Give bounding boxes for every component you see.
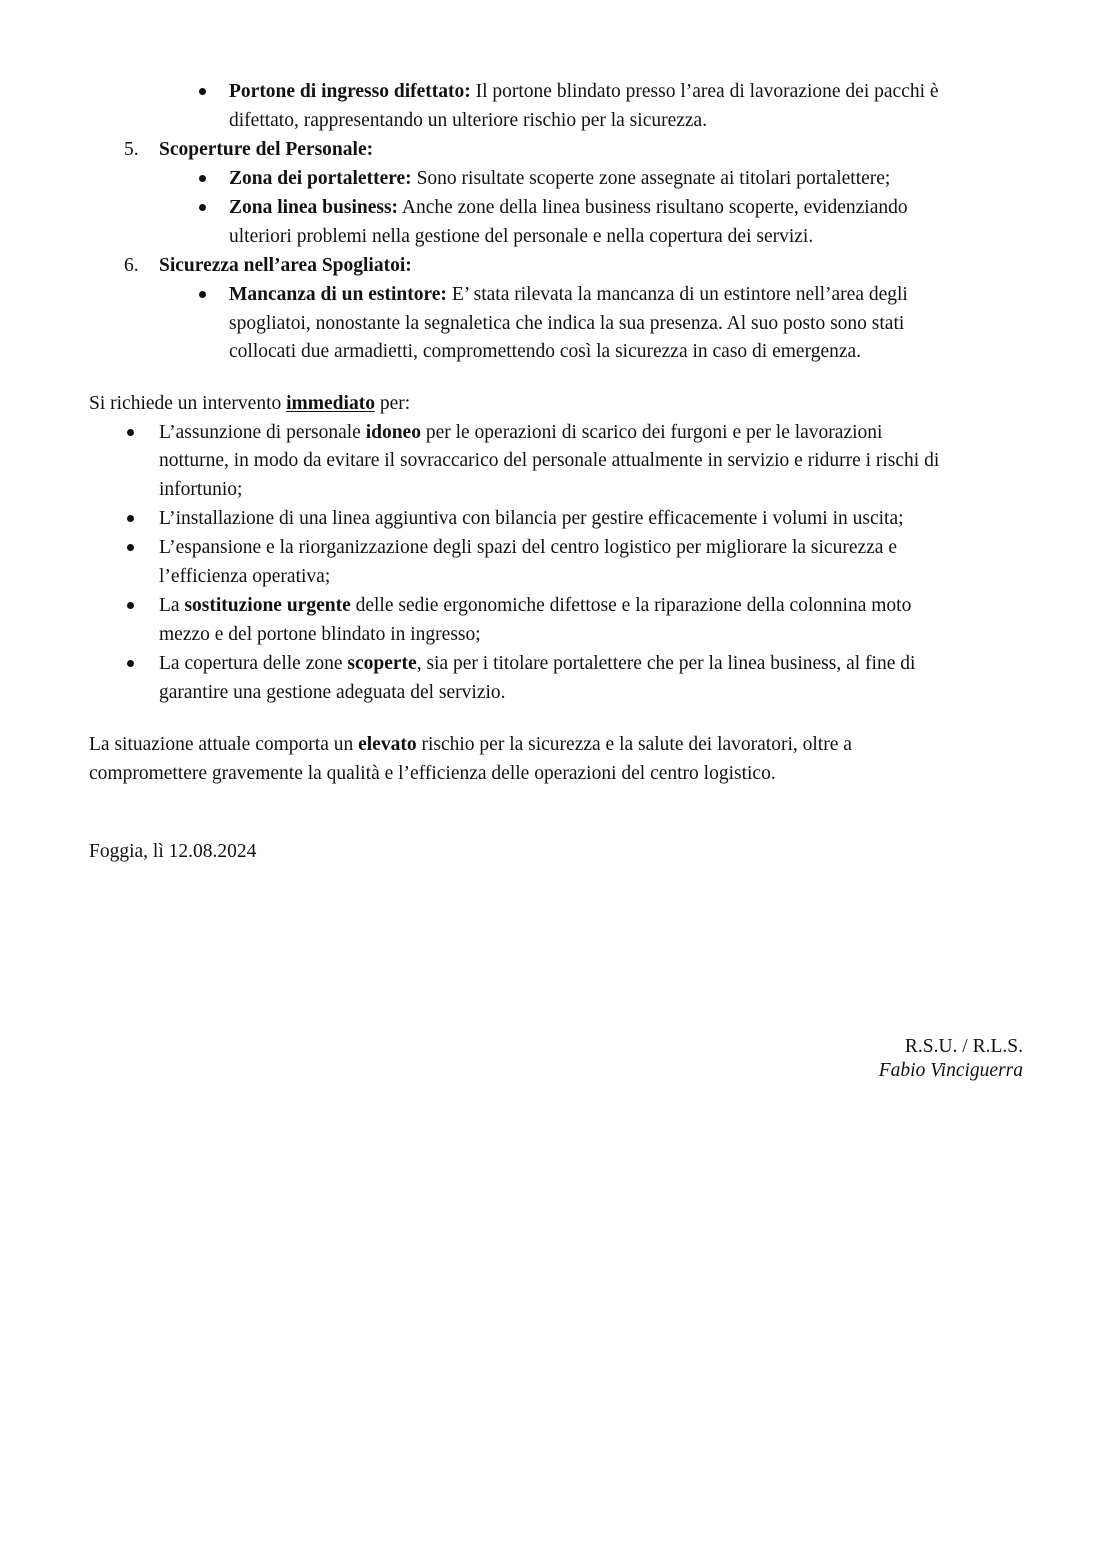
bullet-icon (127, 602, 134, 609)
item-portone-line2: difettato, rappresentando un ulteriore rischio per la sicurezza. (229, 110, 708, 131)
request-intro: Si richiede un intervento immediato per: (89, 393, 411, 414)
request-bullet-2: L’installazione di una linea aggiuntiva con bilancia per gestire efficacemente i volumi in uscita; (159, 508, 904, 529)
item-zona-business-line2: ulteriori problemi nella gestione del personale e nella copertura dei servizi. (229, 226, 814, 247)
request-bullet-5-line1: La copertura delle zone scoperte, sia per i titolare portalettere che per la linea business, al fine di (159, 653, 916, 674)
request-bullet-1-line3: infortunio; (159, 479, 243, 500)
item-zona-business-line1: Zona linea business: Anche zone della linea business risultano scoperte, evidenziando (229, 197, 908, 218)
signature-name: Fabio Vinciguerra (878, 1060, 1023, 1081)
bullet-icon (127, 544, 134, 551)
bullet-icon (127, 429, 134, 436)
item-estintore-line2: spogliatoi, nonostante la segnaletica che indica la sua presenza. Al suo posto sono stati (229, 313, 905, 334)
request-bullet-5-line2: garantire una gestione adeguata del servizio. (159, 682, 506, 703)
item-portone-line1 (229, 80, 939, 104)
bullet-icon (127, 660, 134, 667)
conclusion-line2: compromettere gravemente la qualità e l’efficienza delle operazioni del centro logistico. (89, 763, 776, 784)
bullet-icon (199, 291, 206, 298)
item-estintore-line1: Mancanza di un estintore: E’ stata rilevata la mancanza di un estintore nell’area degli (229, 284, 908, 305)
bullet-icon (199, 175, 206, 182)
section-5-title: Scoperture del Personale: (159, 139, 374, 160)
request-bullet-1-line1: L’assunzione di personale idoneo per le operazioni di scarico dei furgoni e per le lavorazioni (159, 422, 883, 443)
request-bullet-3-line1: L’espansione e la riorganizzazione degli spazi del centro logistico per migliorare la sicurezza e (159, 537, 897, 558)
signature-role: R.S.U. / R.L.S. (904, 1036, 1023, 1057)
item-portone-title: Portone di ingresso difettato: (229, 81, 471, 102)
item-zona-portalettere: Zona dei portalettere: Sono risultate scoperte zone assegnate ai titolari portalettere; (229, 168, 891, 189)
section-6-number: 6. (124, 255, 139, 276)
section-5-number: 5. (124, 139, 139, 160)
bullet-icon (127, 515, 134, 522)
item-estintore-line3: collocati due armadietti, compromettendo così la sicurezza in caso di emergenza. (229, 341, 862, 362)
bullet-icon (199, 204, 206, 211)
request-bullet-3-line2: l’efficienza operativa; (159, 566, 331, 587)
request-bullet-4-line2: mezzo e del portone blindato in ingresso; (159, 624, 481, 645)
request-bullet-1-line2: notturne, in modo da evitare il sovraccarico del personale attualmente in servizio e ridurre i rischi di (159, 450, 940, 471)
request-bullet-4-line1: La sostituzione urgente delle sedie ergonomiche difettose e la riparazione della colonnina moto (159, 595, 912, 616)
item-portone-text: Il portone blindato presso l’area di lavorazione dei pacchi è (470, 81, 939, 102)
place-date: Foggia, lì 12.08.2024 (89, 841, 257, 862)
bullet-icon (199, 88, 206, 95)
conclusion-line1: La situazione attuale comporta un elevato rischio per la sicurezza e la salute dei lavoratori, oltre a (89, 734, 852, 755)
section-6-title: Sicurezza nell’area Spogliatoi: (159, 255, 412, 276)
